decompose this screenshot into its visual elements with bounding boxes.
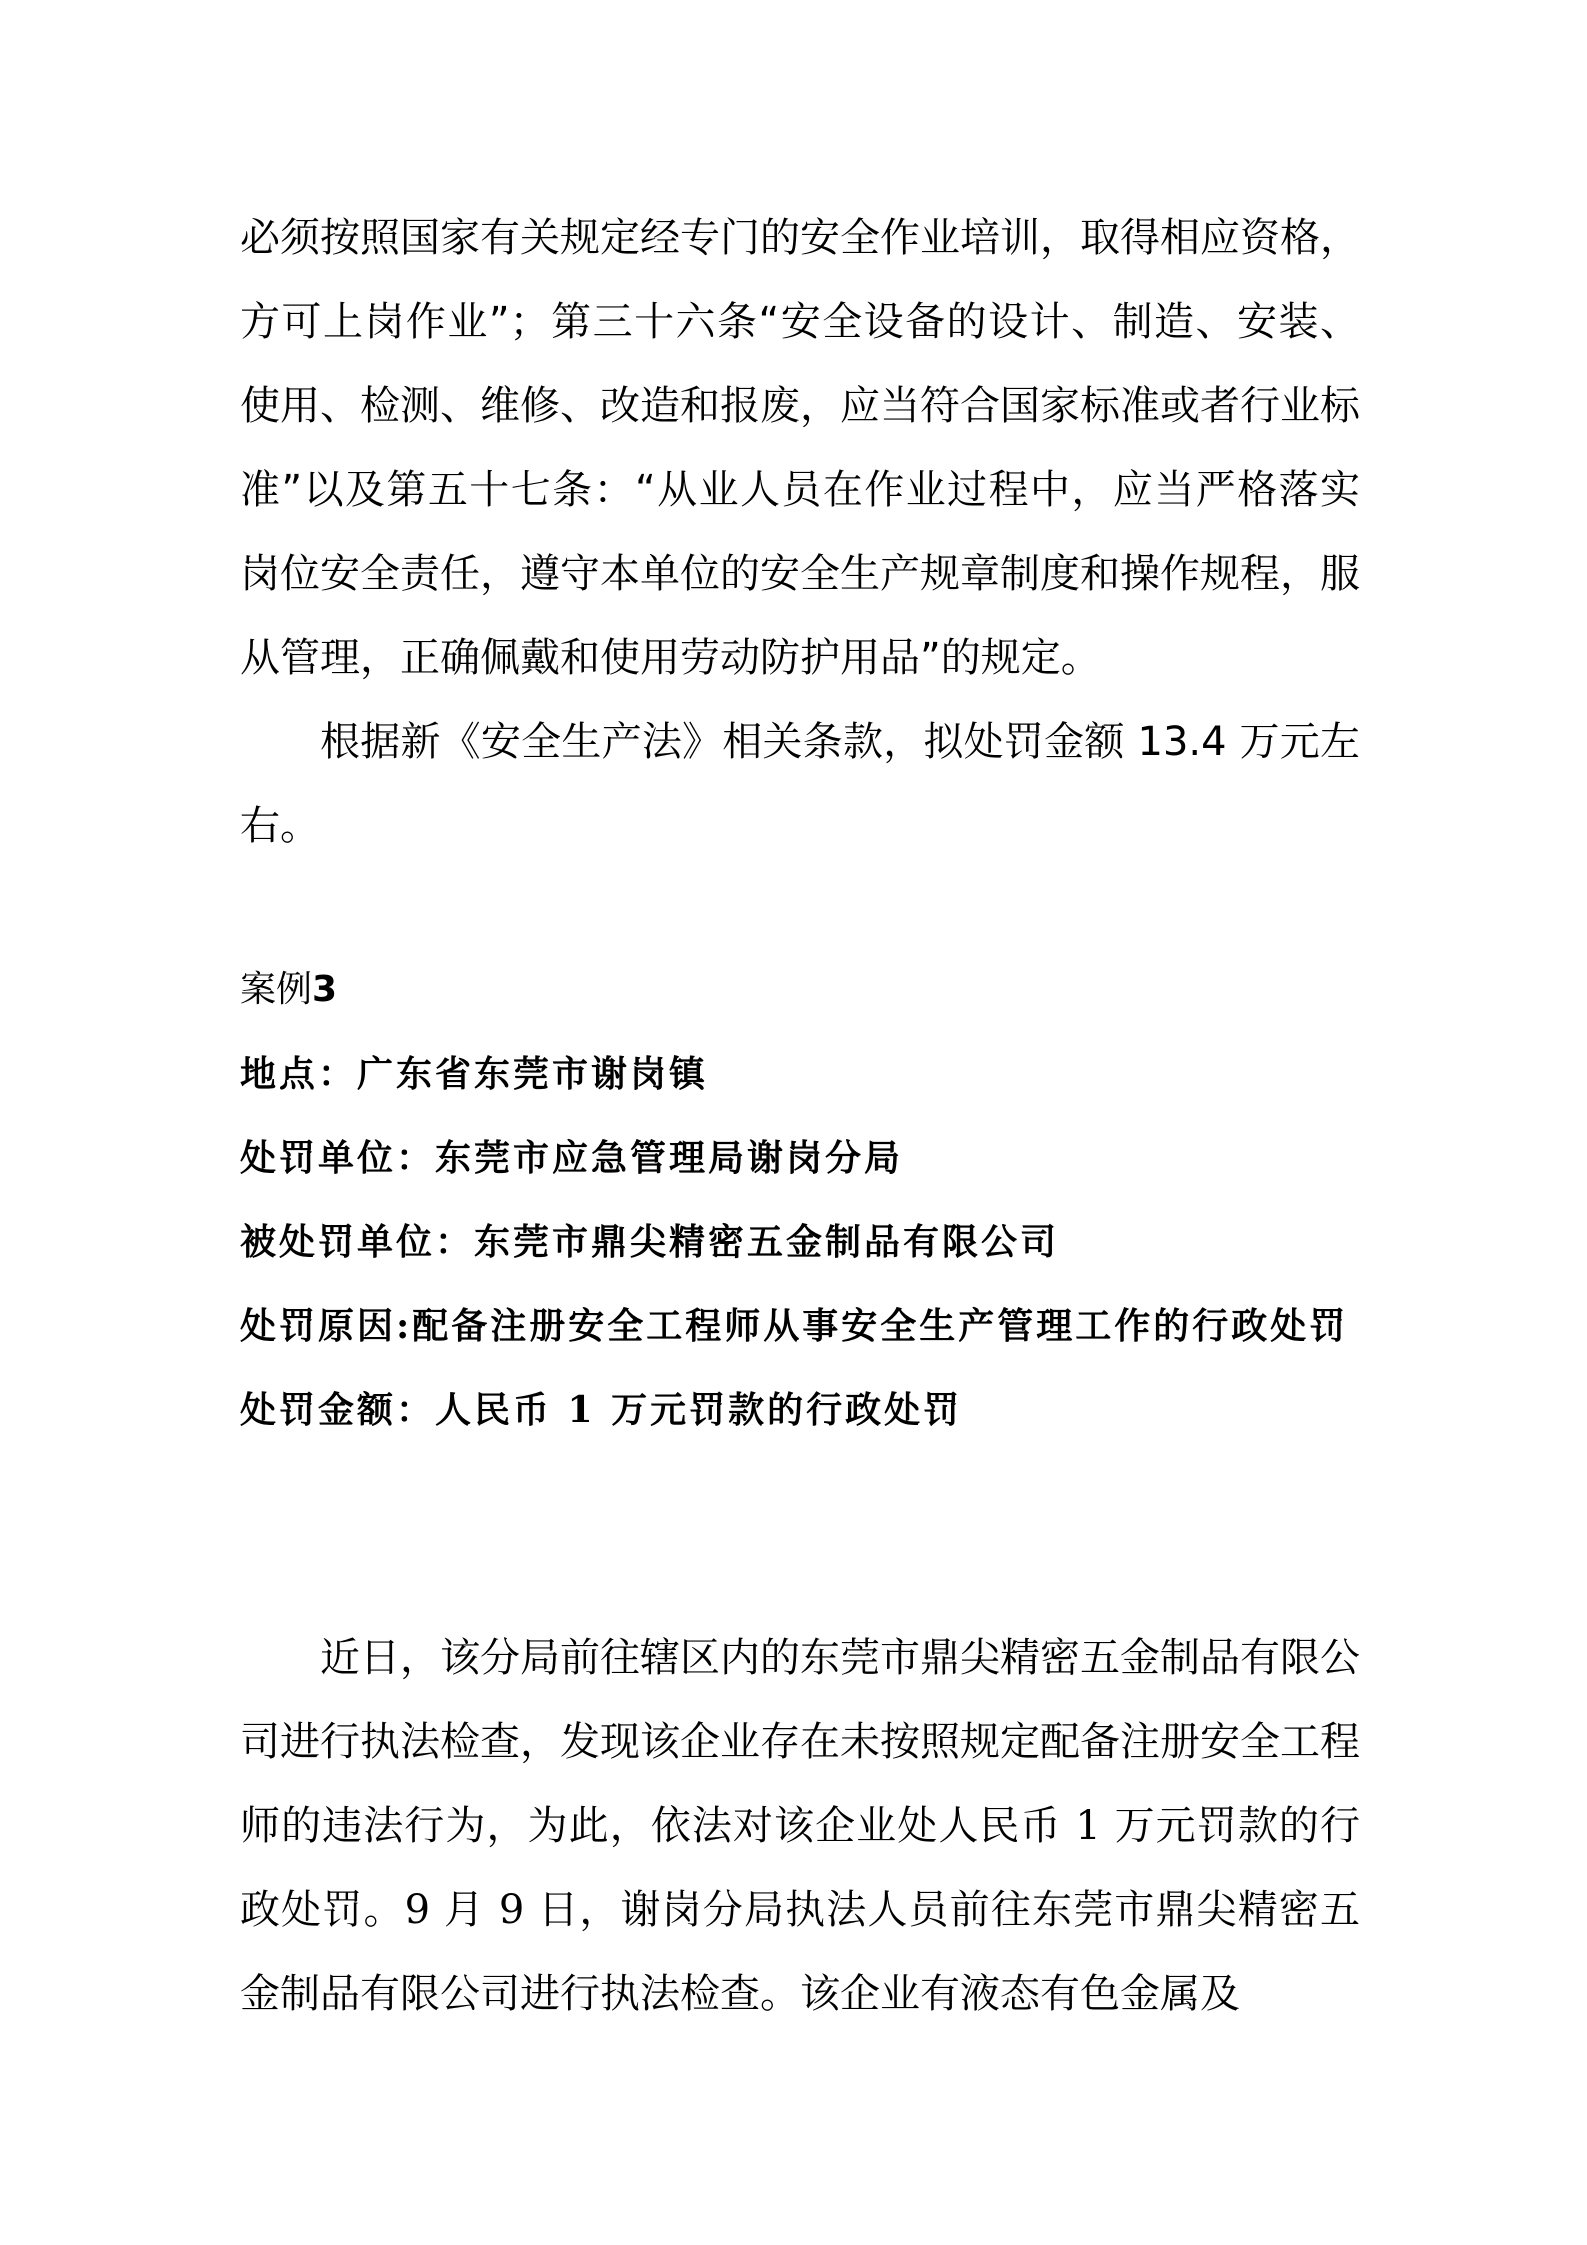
case-location (240, 1032, 1360, 1116)
case-amount-label: 处罚金额： (240, 1389, 436, 1431)
case-location-value: 广东省东莞市谢岗镇 (357, 1053, 709, 1095)
paragraph-law-citation: 必须按照国家有关规定经专门的安全作业培训，取得相应资格，方可上岗作业”；第三十六条“安全设备的设计、制造、安装、使用、检测、维修、改造和报废，应当符合国家标准或者行业标准”以及第五十七条：“从业人员在作业过程中，应当严格落实岗位安全责任，遵守本单位的安全生产规章制度和操作规程，服从管理，正确佩戴和使用劳动防护用品”的规定。 (240, 215, 1360, 681)
case-reason (240, 1284, 1360, 1368)
paragraph-inspection-description: 近日，该分局前往辖区内的东莞市鼎尖精密五金制品有限公司进行执法检查，发现该企业存在未按照规定配备注册安全工程师的违法行为，为此，依法对该企业处人民币 1 万元罚款的行政处罚。9 月 9 日，谢岗分局执法人员前往东莞市鼎尖精密五金制品有限公司进行执法检查。该企业有液态有色金属及 (240, 1635, 1360, 2017)
case-amount-value: 人民币 1 万元罚款的行政处罚 (435, 1389, 963, 1431)
case-info-section (240, 948, 1360, 1452)
case-amount (240, 1368, 1360, 1452)
case-authority (240, 1116, 1360, 1200)
bottom-text-section (240, 1616, 1360, 2036)
paragraph-penalty-estimate: 根据新《安全生产法》相关条款，拟处罚金额 13.4 万元左右。 (240, 719, 1360, 849)
case-authority-value: 东莞市应急管理局谢岗分局 (435, 1137, 904, 1179)
case-title-number: 3 (312, 969, 338, 1010)
case-target (240, 1200, 1360, 1284)
case-target-value: 东莞市鼎尖精密五金制品有限公司 (474, 1221, 1060, 1263)
case-target-label: 被处罚单位： (240, 1221, 475, 1263)
case-reason-value: 配备注册安全工程师从事安全生产管理工作的行政处罚 (412, 1305, 1349, 1347)
case-reason-label: 处罚原因: (240, 1305, 413, 1347)
case-authority-label: 处罚单位： (240, 1137, 436, 1179)
case-location-label: 地点： (240, 1053, 358, 1095)
case-title (240, 948, 1360, 1032)
case-title-prefix: 案例 (240, 969, 313, 1010)
top-text-section (240, 196, 1360, 868)
